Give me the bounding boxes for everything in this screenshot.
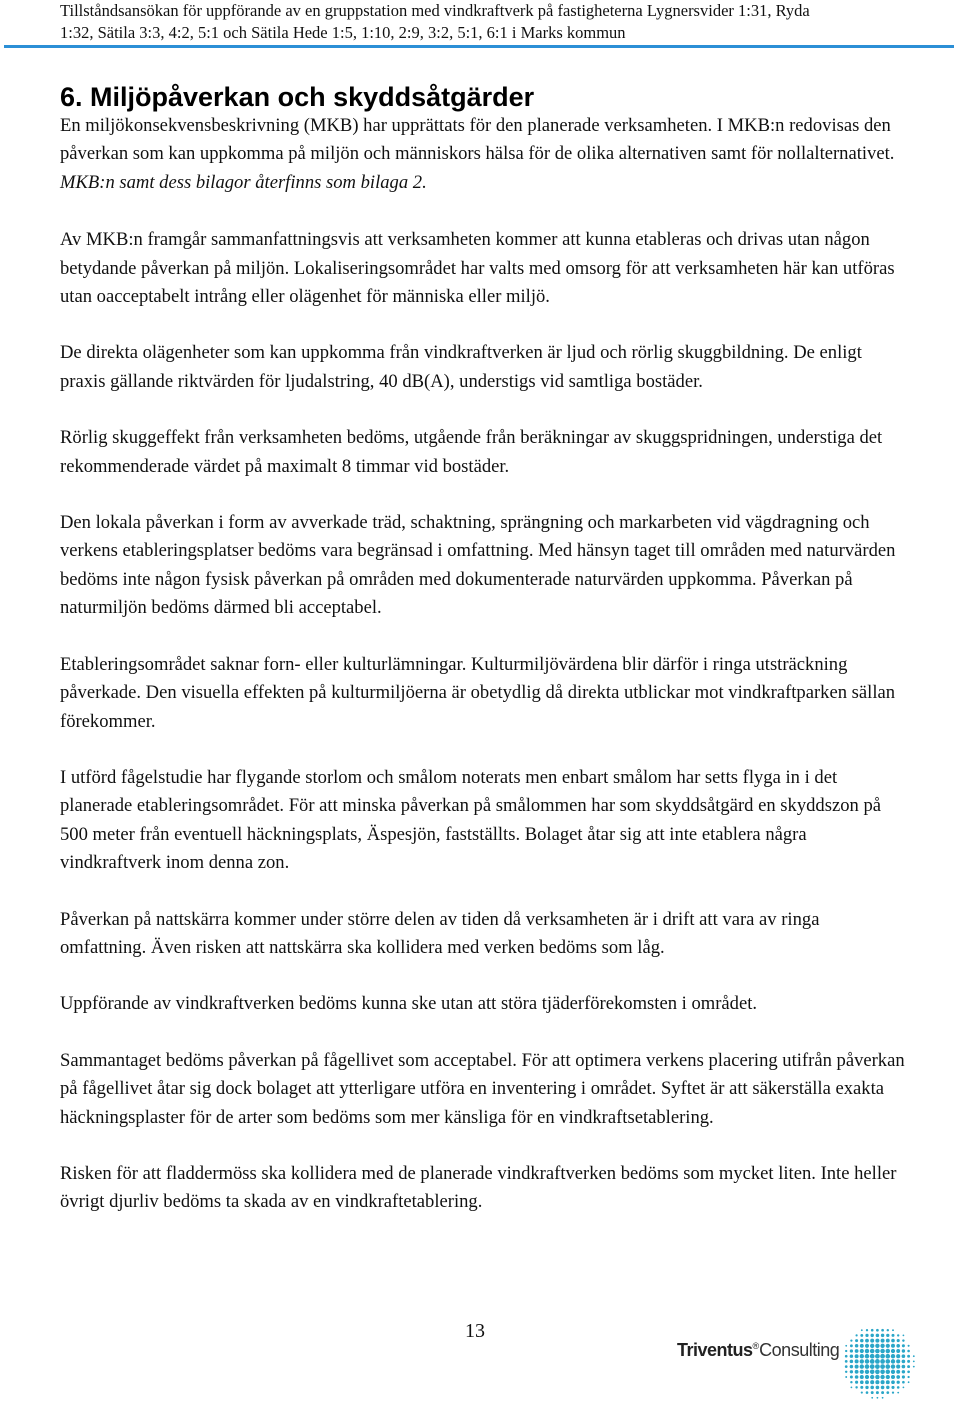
document-header (60, 0, 900, 44)
page-number: 13 (465, 1320, 485, 1342)
logo-name-bold: Triventus (677, 1340, 753, 1360)
paragraph-birdlife-summary: Sammantaget bedöms påverkan på fågellivet som acceptabel. För att optimera verkens placering utifrån påverkan på fågellivet åtar sig dock bolaget att ytterligare utföra en inventering i området. Syftet är att säkerställa exakta häckningsplaster för de arter som bedöms som mer känsliga för en vindkraftsetablering. (60, 1049, 905, 1128)
paragraph-bird-study: I utförd fågelstudie har flygande storlom och smålom noterats men enbart smålom har setts flyga in i det planerade etableringsområdet. För att minska påverkan på smålommen har som skyddsåtgärd en skyddszon på 500 meter från eventuell häckningsplats, Äspesjön, fastställts. Bolaget åtar sig att inte etablera några vindkraftverk inom denna zon. (60, 766, 881, 874)
paragraph-bats: Risken för att fladdermöss ska kollidera med de planerade vindkraftverken bedöms som mycket liten. Inte heller övrigt djurliv bedöms ta skada av en vindkraftetablering. (60, 1162, 897, 1213)
paragraph-intro (60, 112, 910, 197)
header-line-1: Tillståndsansökan för uppförande av en gruppstation med vindkraftverk på fastigheterna Lygnersvider 1:31, Ryda (60, 1, 810, 20)
section-content (60, 80, 910, 1245)
logo-name-light: Consulting (759, 1340, 840, 1360)
paragraph-nightjar: Påverkan på nattskärra kommer under större delen av tiden då verksamheten är i drift att vara av ringa omfattning. Även risken att nattskärra ska kollidera med verken bedöms som låg. (60, 908, 820, 958)
paragraph-shadow-effect: Rörlig skuggeffekt från verksamheten bedöms, utgående från beräkningar av skuggspridningen, understiga det rekommenderade värdet på maximalt 8 timmar vid bostäder. (60, 427, 883, 477)
logo-dot-sphere-icon (838, 1322, 918, 1402)
company-logo (677, 1340, 840, 1370)
intro-italic-reference: MKB:n samt dess bilagor återfinns som bilaga 2. (60, 171, 427, 193)
section-heading: 6. Miljöpåverkan och skyddsåtgärder (60, 82, 535, 112)
header-divider (4, 45, 954, 48)
paragraph-capercaillie: Uppförande av vindkraftverken bedöms kunna ske utan att störa tjäderförekomsten i området. (60, 993, 758, 1015)
paragraph-summary: Av MKB:n framgår sammanfattningsvis att verksamheten kommer att kunna etableras och drivas utan någon betydande påverkan på miljön. Lokaliseringsområdet har valts med omsorg för att verksamheten här kan utföras utan oacceptabelt intrång eller olägenhet för människa eller miljö. (60, 229, 895, 308)
logo-registered-mark: ® (752, 1341, 760, 1351)
intro-text: En miljökonsekvensbeskrivning (MKB) har upprättats för den planerade verksamheten. I MKB:n redovisas den påverkan som kan uppkomma på miljön och människors hälsa för de olika alternativen samt för nollalternativet. (60, 115, 895, 165)
header-line-2: 1:32, Sätila 3:3, 4:2, 5:1 och Sätila Hede 1:5, 1:10, 2:9, 3:2, 5:1, 6:1 i Marks kommun (60, 23, 626, 42)
paragraph-noise-shadow: De direkta olägenheter som kan uppkomma från vindkraftverken är ljud och rörlig skuggbildning. De enligt praxis gällande riktvärden för ljudalstring, 40 dB(A), understigs vid samtliga bostäder. (60, 342, 862, 392)
paragraph-cultural-heritage: Etableringsområdet saknar forn- eller kulturlämningar. Kulturmiljövärdena blir därför i ringa utsträckning påverkade. Den visuella effekten på kulturmiljöerna är obetydlig då direkta utblickar mot vindkraftparken sällan förekommer. (60, 653, 896, 732)
paragraph-local-impact: Den lokala påverkan i form av avverkade träd, schaktning, sprängning och markarbeten vid vägdragning och verkens etableringsplatser bedöms vara begränsad i omfattning. Med hänsyn taget till områden med naturvärden bedöms inte någon fysisk påverkan på områden med dokumenterade naturvärden uppkomma. Påverkan på naturmiljön bedöms därmed bli acceptabel. (60, 512, 896, 619)
